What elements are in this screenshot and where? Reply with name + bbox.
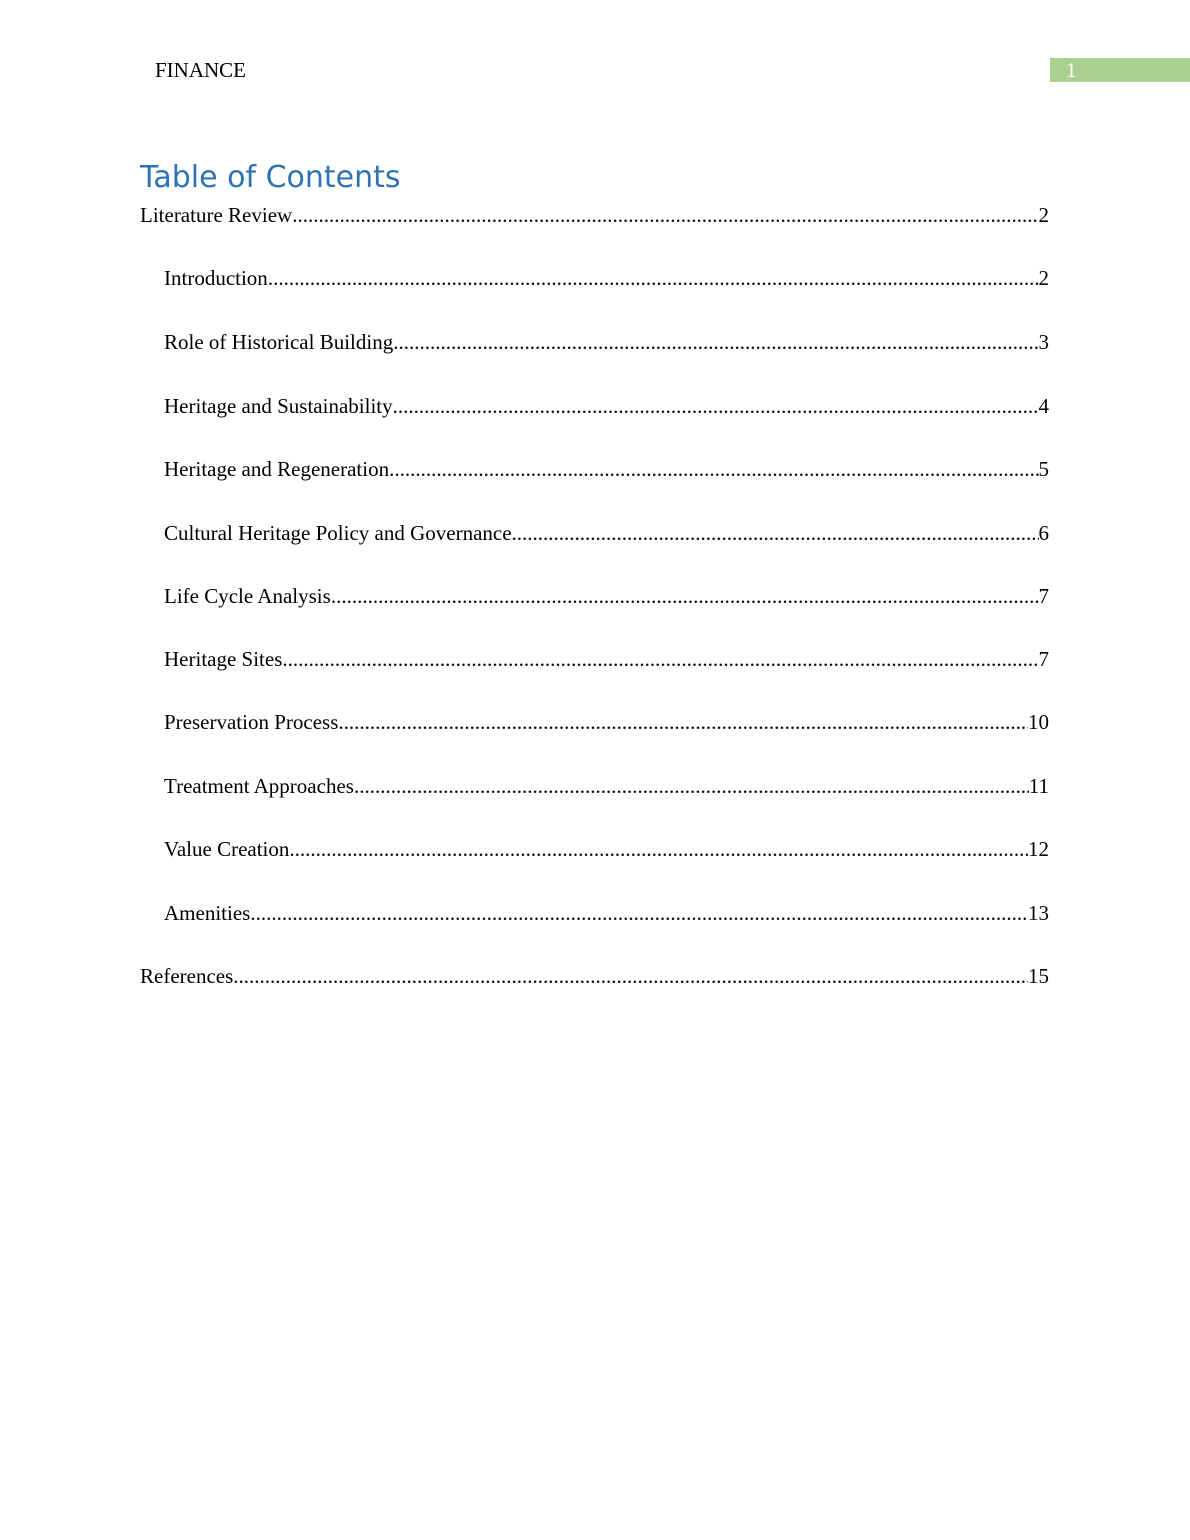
toc-entry-introduction[interactable]: Introduction ..... 2 [164,266,1049,291]
toc-entry-preservation-process[interactable]: Preservation Process ..... 10 [164,710,1049,735]
toc-entry-treatment-approaches[interactable]: Treatment Approaches ..... 11 [164,774,1049,799]
toc-entry-heritage-sites[interactable]: Heritage Sites ..... 7 [164,647,1049,672]
toc-entry-heritage-and-sustainability[interactable]: Heritage and Sustainability ..... 4 [164,394,1049,419]
toc-entry-cultural-heritage-policy[interactable]: Cultural Heritage Policy and Governance ..... 6 [164,521,1049,546]
header-title: FINANCE [155,58,247,82]
toc-entry-value-creation[interactable]: Value Creation ..... 12 [164,837,1049,862]
toc-entry-references[interactable]: References ..... 15 [140,964,1049,989]
toc-entry-role-of-historical-building[interactable]: Role of Historical Building ..... 3 [164,330,1049,355]
toc-entry-literature-review[interactable]: Literature Review ..... 2 [140,203,1049,228]
toc-title: Table of Contents [140,160,401,195]
page-number-badge [1050,58,1190,82]
toc-entry-amenities[interactable]: Amenities ..... 13 [164,901,1049,926]
toc-entry-life-cycle-analysis[interactable]: Life Cycle Analysis ..... 7 [164,584,1049,609]
toc-entry-heritage-and-regeneration[interactable]: Heritage and Regeneration ..... 5 [164,457,1049,482]
page-number: 1 [1066,58,1077,82]
